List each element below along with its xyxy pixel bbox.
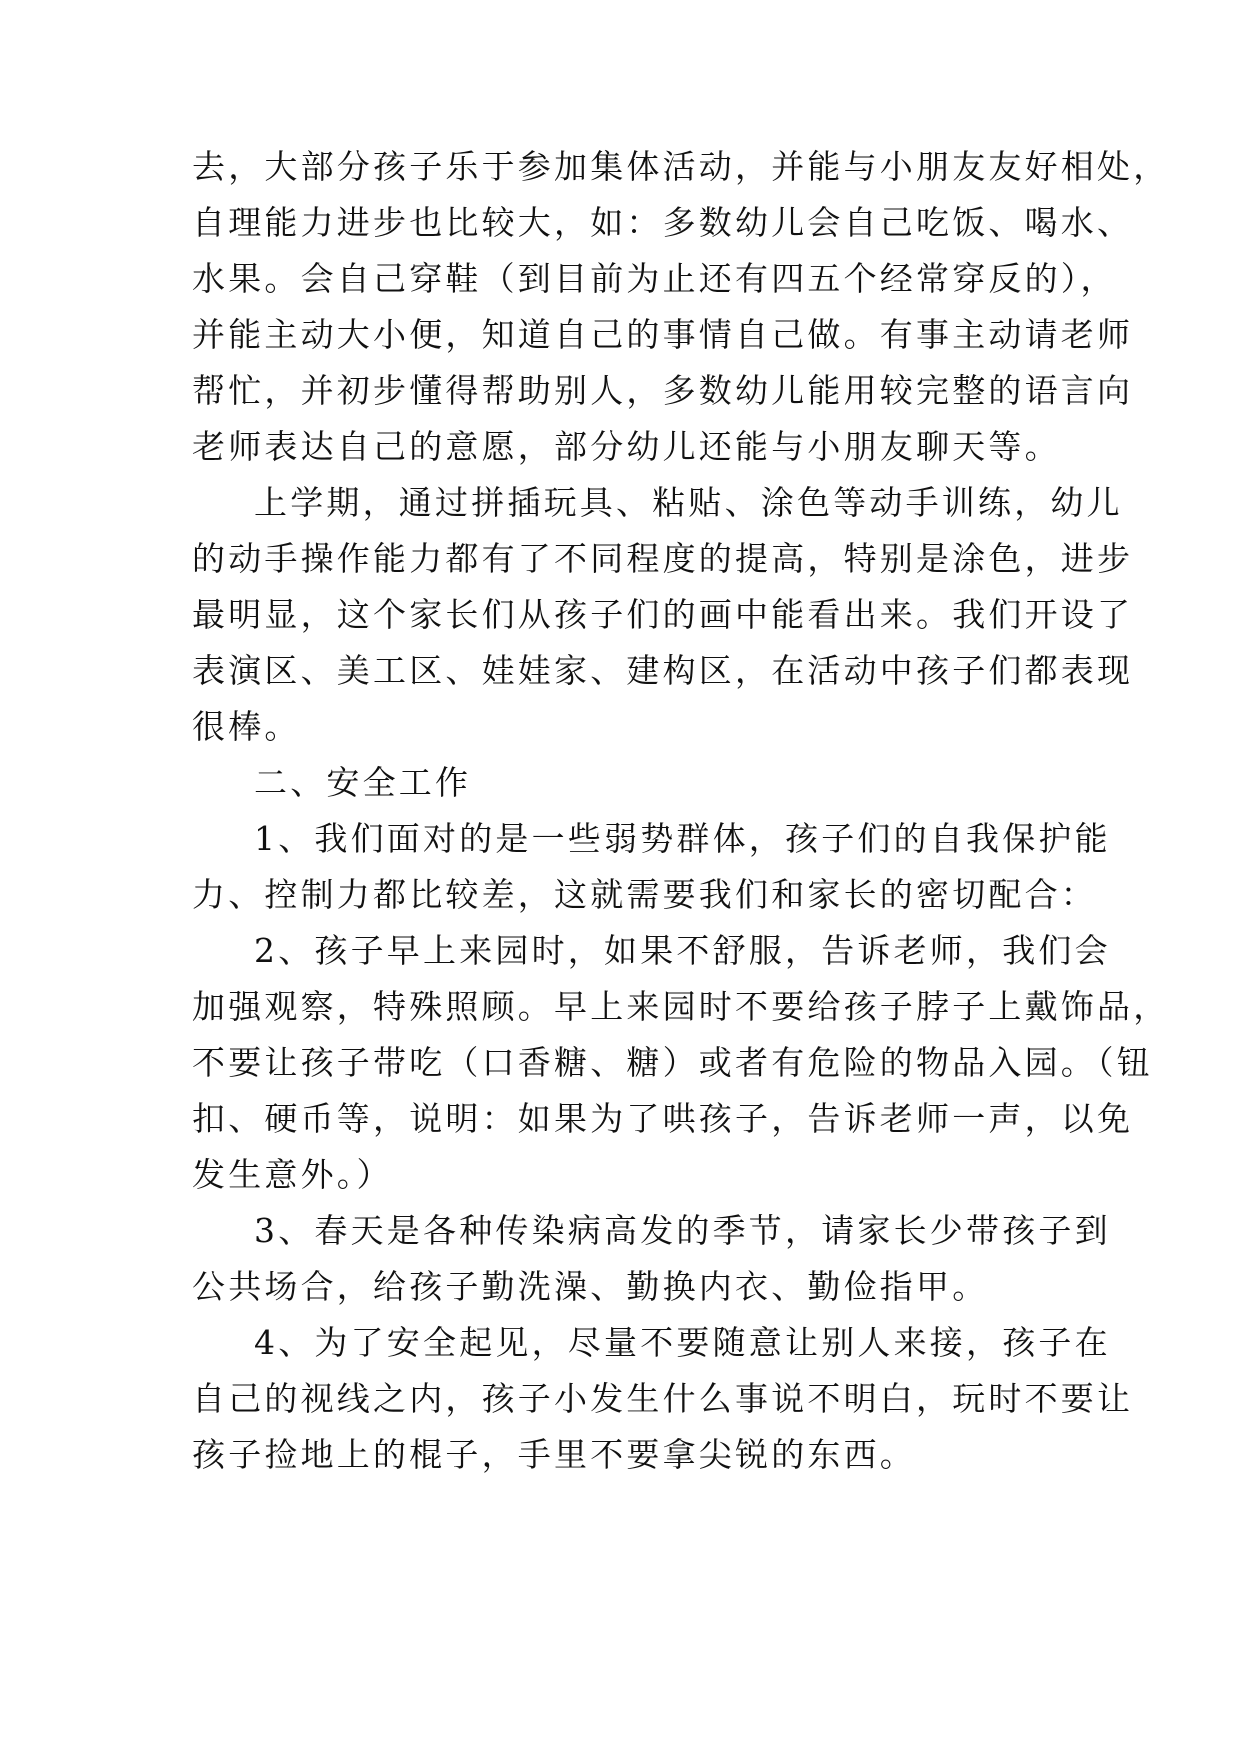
text-line: 3、春天是各种传染病高发的季节，请家长少带孩子到 [254, 1211, 1111, 1250]
text-line: 加强观察，特殊照顾。早上来园时不要给孩子脖子上戴饰品， [192, 987, 1170, 1026]
text-line: 公共场合，给孩子勤洗澡、勤换内衣、勤俭指甲。 [192, 1267, 989, 1306]
text-line: 老师表达自己的意愿，部分幼儿还能与小朋友聊天等。 [192, 427, 1061, 466]
text-line: 最明显，这个家长们从孩子们的画中能看出来。我们开设了 [192, 595, 1134, 634]
text-line: 力、控制力都比较差，这就需要我们和家长的密切配合： [192, 875, 1097, 914]
text-line: 去，大部分孩子乐于参加集体活动，并能与小朋友友好相处， [192, 147, 1170, 186]
text-line: 孩子捡地上的棍子，手里不要拿尖锐的东西。 [192, 1435, 916, 1474]
text-line: 水果。会自己穿鞋（到目前为止还有四五个经常穿反的）， [192, 259, 1117, 298]
text-line: 上学期，通过拼插玩具、粘贴、涂色等动手训练，幼儿 [254, 483, 1123, 522]
text-line: 4、为了安全起见，尽量不要随意让别人来接，孩子在 [254, 1323, 1111, 1362]
text-line: 扣、硬币等，说明：如果为了哄孩子，告诉老师一声，以免 [192, 1099, 1134, 1138]
text-line: 帮忙，并初步懂得帮助别人，多数幼儿能用较完整的语言向 [192, 371, 1134, 410]
text-line: 表演区、美工区、娃娃家、建构区，在活动中孩子们都表现 [192, 651, 1134, 690]
text-line: 2、孩子早上来园时，如果不舒服，告诉老师，我们会 [254, 931, 1111, 970]
section-heading: 二、安全工作 [254, 763, 472, 802]
text-line: 自己的视线之内，孩子小发生什么事说不明白，玩时不要让 [192, 1379, 1134, 1418]
text-line: 发生意外。） [192, 1155, 393, 1194]
text-line: 不要让孩子带吃（口香糖、糖）或者有危险的物品入园。（钮 [192, 1043, 1153, 1082]
text-line: 的动手操作能力都有了不同程度的提高，特别是涂色，进步 [192, 539, 1134, 578]
text-line: 很棒。 [192, 707, 301, 746]
text-line: 1、我们面对的是一些弱势群体，孩子们的自我保护能 [254, 819, 1111, 858]
text-line: 自理能力进步也比较大，如：多数幼儿会自己吃饭、喝水、 [192, 203, 1134, 242]
text-line: 并能主动大小便，知道自己的事情自己做。有事主动请老师 [192, 315, 1134, 354]
